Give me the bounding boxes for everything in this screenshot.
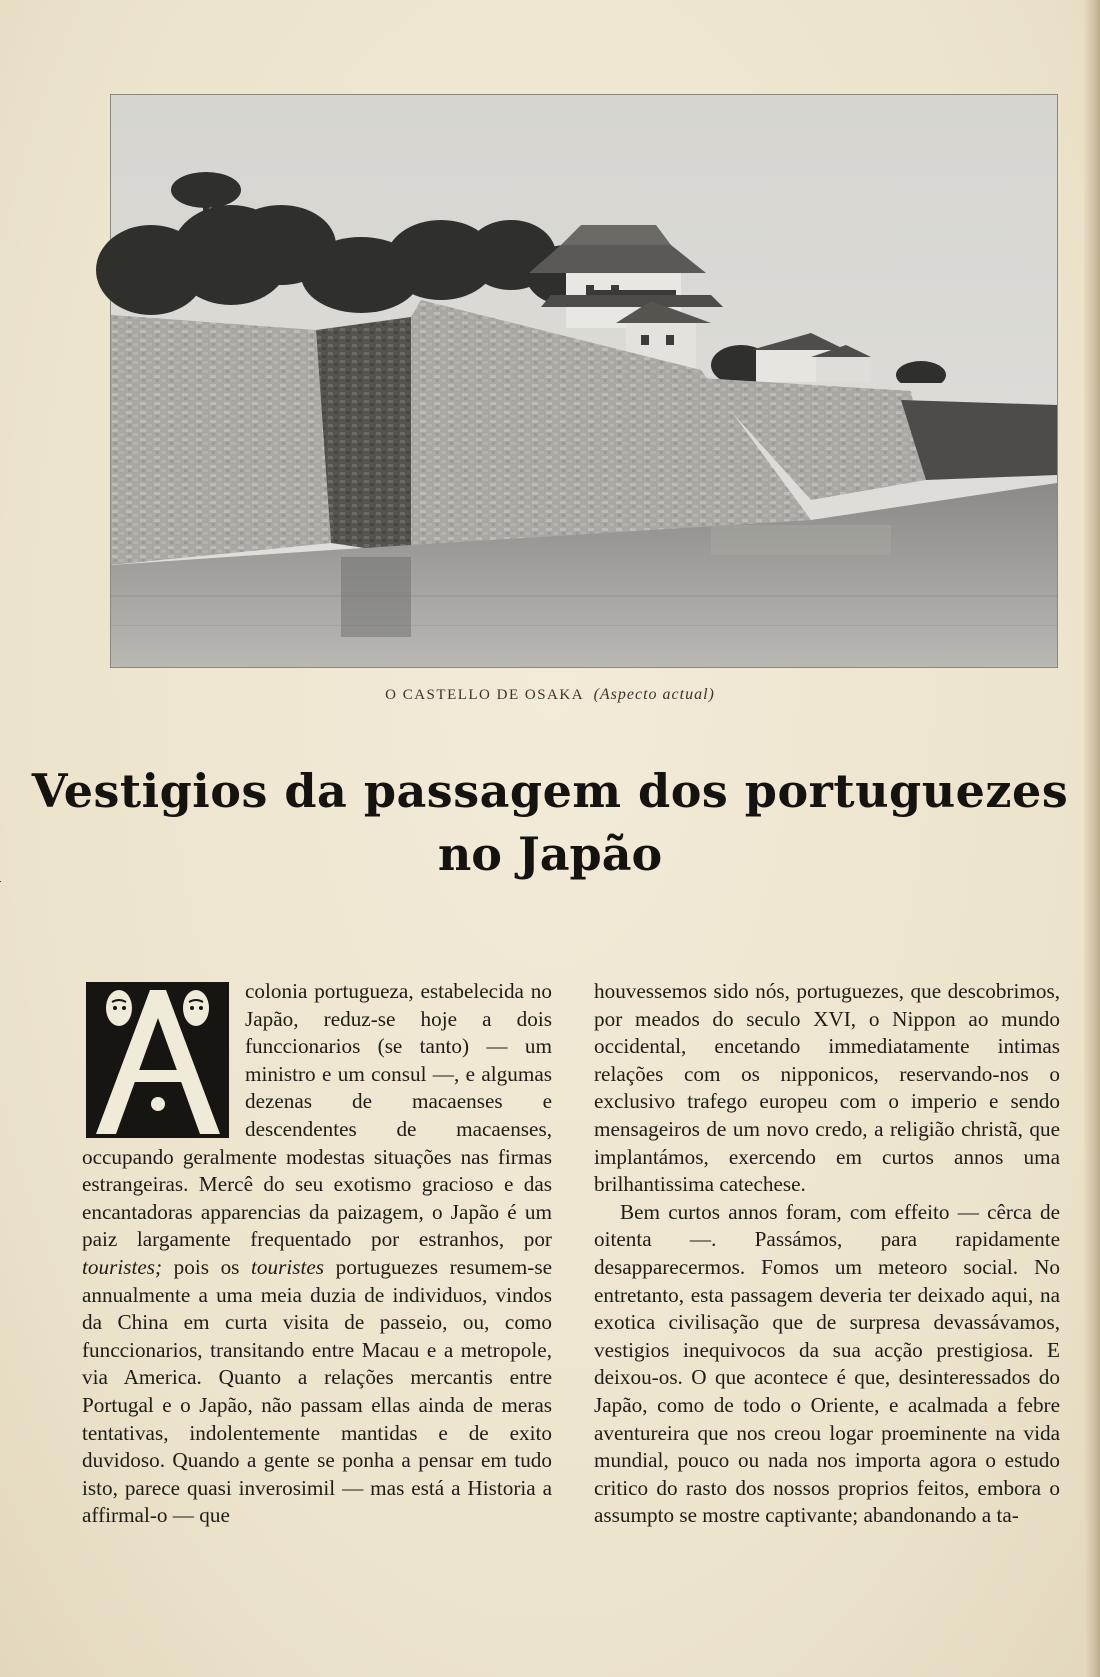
photo-caption: [0, 686, 1100, 704]
far-right-wall: [901, 400, 1057, 480]
osaka-castle-photograph: [110, 94, 1058, 668]
castle-illustration: [111, 95, 1057, 667]
left-emphasis-1: touristes;: [82, 1254, 163, 1279]
decorative-dropcap: [86, 982, 229, 1138]
title-line-1: Vestigios da passagem dos portuguezes: [31, 764, 1069, 818]
caption-main: O CASTELLO DE OSAKA: [385, 687, 585, 703]
left-stone-wall: [111, 315, 331, 565]
article-title: [0, 760, 1100, 887]
right-paragraph-1: houvessemos sido nós, portuguezes, que descobrimos, por meados do seculo XVI, o Nippon ao mundo occidental, encetando immediatamente intimas relações com os nipponicos, reservando-nos o exclusivo trafego europeu com o imperio e sendo mensageiros de um novo credo, a religião christã, que implantámos, exercendo em curtos annos uma brilhantissima catechese.: [594, 979, 1060, 1197]
shadowed-stone-wall: [316, 317, 411, 555]
right-column: [594, 978, 1060, 1530]
title-line-2: no Japão: [437, 827, 663, 882]
left-text-c: portuguezes resumem-se annualmente a uma meia duzia de individuos, vindos da China em curta visita de passeio, ou, como funccionarios, transitando entre Macau e a metropole, via America. Quanto a relações mercantis entre Portugal e o Japão, não passam ellas ainda de meras tentativas, indolentemente mantidas e de exito duvidoso. Quando a gente se ponha a pensar em tudo isto, parece quasi inverosimil — mas está a Historia a affirmal-o — que: [82, 1254, 552, 1528]
left-text-b: pois os: [173, 1254, 240, 1279]
left-emphasis-2: touristes: [251, 1254, 325, 1279]
caption-sub: (Aspecto actual): [593, 686, 715, 703]
dropcap-letter-illustration: [86, 982, 229, 1138]
right-paragraph-2: Bem curtos annos foram, com effeito — cêrca de oitenta —. Passámos, para rapidamente desapparecermos. Fomos um meteoro social. No entretanto, esta passagem deveria ter deixado aqui, na exotica civilisação que de surpresa devassávamos, vestigios inequivocos da sua acção prestigiosa. E deixou-os. O que acontece é que, desinteressados do Japão, como de todo o Oriente, e acalmada a febre aventureira que nos creou logar proeminente na vida mundial, pouco ou nada nos importa agora o estudo critico do rasto dos nossos proprios feitos, embora o assumpto se mostre captivante; abandonando a ta-: [594, 1199, 1060, 1528]
left-column: [82, 978, 552, 1530]
left-text-a: colonia portugueza, estabelecida no Japão, reduz-se hoje a dois funccionarios (se tanto) — um ministro e um consul —, e algumas dezenas de macaenses e descendentes de macaenses, occupando geralmente modestas situações nas firmas estrangeiras. Mercê do seu exotismo gracioso e das encantadoras apparencias da paizagem, o Japão é um paiz largamente frequentado por estranhos, por: [82, 979, 552, 1252]
